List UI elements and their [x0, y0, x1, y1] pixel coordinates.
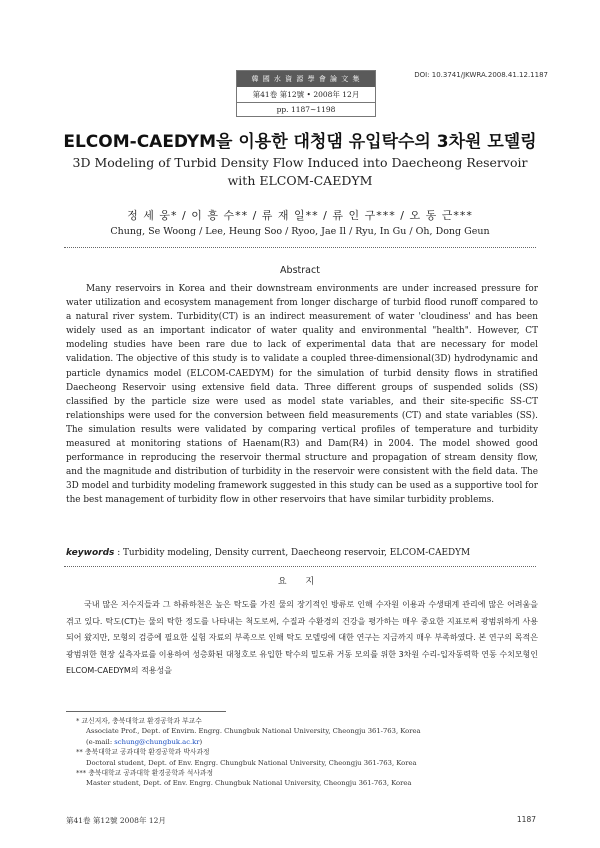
- email-prefix: (e-mail:: [86, 737, 115, 746]
- footnote-1-english: Associate Prof., Dept. of Envirn. Engrg. Chungbuk National University, Cheongju 361-763, Korea: [86, 727, 421, 736]
- page-number: 1187: [516, 815, 536, 824]
- journal-pages: pp. 1187~1198: [276, 105, 336, 114]
- divider-top: [64, 247, 536, 248]
- journal-volume: 第41卷 第12號 • 2008年 12月: [237, 87, 375, 103]
- title-english: 3D Modeling of Turbid Density Flow Induced into Daecheong Reservoir with ELCOM-CAEDYM: [72, 155, 528, 188]
- footnote-2-english: Doctoral student, Dept. of Env. Engrg. Chungbuk National University, Cheongju 361-763, Korea: [86, 758, 417, 767]
- journal-name: 韓 國 水 資 源 學 會 論 文 集: [237, 71, 375, 87]
- korean-abstract-text: 국내 많은 저수지들과 그 하류하천은 높은 탁도를 가진 물의 장기적인 방류로 인해 수자원 이용과 수생태계 관리에 많은 어려움을 겪고 있다. 탁도(CT)는 물의 탁한 정도를 나타내는 척도로써, 수질과 수환경의 건강을 평가하는 매우 중요한 지표로써 광범위하게 사용되어 왔지만, 모형의 검증에 필요한 실험 자료의 부족으로 인해 탁도 모델링에 대한 연구는 지금까지 매우 부족하였다. 본 연구의 목적은 광범위한 현장 실측자료를 이용하여 성층화된 대청호로 유입한 탁수의 밀도류 거동 모의를 위한 3차원 수리-입자동력학 연동 수치모형인 ELCOM-CAEDYM의 적용성을: [66, 600, 538, 675]
- footnote-3-korean: *** 충북대학교 공과대학 환경공학과 석사과정: [76, 769, 214, 778]
- divider-middle: [64, 566, 536, 567]
- footnote-3-english: Master student, Dept. of Env. Engrg. Chungbuk National University, Cheongju 361-763, Korea: [86, 779, 412, 788]
- authors-english: Chung, Se Woong / Lee, Heung Soo / Ryoo, Jae Il / Ryu, In Gu / Oh, Dong Geun: [110, 226, 490, 237]
- keywords-line: [66, 548, 538, 558]
- footnote-rule: [66, 711, 226, 712]
- footnotes: [76, 716, 536, 789]
- footer-volume: 第41卷 第12號 2008年 12月: [66, 816, 166, 825]
- authors-korean: 정 세 웅* / 이 흥 수** / 류 재 일** / 류 인 구*** / 오 동 근***: [127, 209, 473, 222]
- keywords-text: : Turbidity modeling, Density current, Daecheong reservoir, ELCOM-CAEDYM: [117, 548, 471, 558]
- abstract-text: Many reservoirs in Korea and their downstream environments are under increased pressure for water utilization and ecosystem management from longer discharge of turbid flood runoff compared to a natural river system. Turbidity(CT) is an indirect measurement of water 'cloudiness' and has been widely used as an important indicator of water quality and environmental "health". However, CT modeling studies have been rare due to lack of experimental data that are necessary for model validation. The objective of this study is to validate a coupled three-dimensional(3D) hydrodynamic and particle dynamics model (ELCOM-CAEDYM) for the simulation of turbid density flows in stratified Daecheong Reservoir using extensive field data. Three different groups of suspended solids (SS) classified by the particle size were used as model state variables, and their site-specific SS-CT relationships were used for the conversion between field measurements (CT) and state variables (SS). The simulation results were validated by comparing vertical profiles of temperature and turbidity measured at monitoring stations of Haenam(R3) and Dam(R4) in 2004. The model showed good performance in reproducing the reservoir thermal structure and propagation of stream density flow, and the magnitude and distribution of turbidity in the reservoir were consistent with the field data. The 3D model and turbidity modeling framework suggested in this study can be used as a supportive tool for the best management of turbidity flow in other reservoirs that have similar turbidity problems.: [66, 284, 538, 506]
- footnote-1-email-line: [76, 737, 536, 747]
- email-suffix: ): [199, 737, 203, 746]
- doi: DOI: 10.3741/JKWRA.2008.41.12.1187: [414, 71, 548, 79]
- footnote-2-korean: ** 충북대학교 공과대학 환경공학과 박사과정: [76, 748, 210, 757]
- korean-abstract-heading: 요 지: [277, 577, 323, 587]
- abstract-heading: Abstract: [280, 265, 320, 276]
- author-email-link[interactable]: schung@chungbuk.ac.kr: [114, 737, 200, 746]
- journal-info-box: [236, 70, 376, 117]
- keywords-label: keywords: [66, 548, 115, 558]
- title-korean: ELCOM-CAEDYM을 이용한 대청댐 유입탁수의 3차원 모델링: [63, 132, 537, 152]
- footnote-1-korean: * 교신저자, 충북대학교 환경공학과 부교수: [76, 717, 202, 725]
